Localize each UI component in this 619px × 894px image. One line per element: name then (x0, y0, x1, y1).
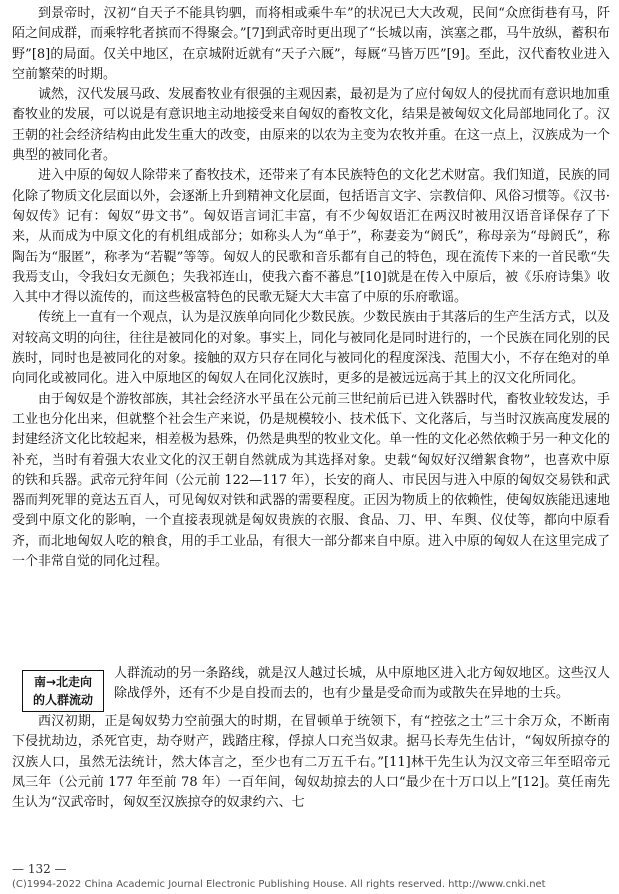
section-heading-line1: 南→北走向 (33, 675, 93, 689)
paragraph-early-western-han: 西汉初期，正是匈奴势力空前强大的时期，在冒顿单于统领下，有“控弦之士”三十余万众，不断南下侵扰劫边，杀死官吏，劫夺财产，践踏庄稼，俘掠人口充当奴隶。据马长寿先生估计，“匈奴所掠夺的汉族人口，虽然无法统计，然大体言之，至少也有二万五千右。”[11]林干先生认为汉文帝三年至昭帝元凤三年（公元前 177 年至前 78 年）一百年间，匈奴劫掠去的人口“最少在十万口以上”[12]。莫任南先生认为“汉武帝时，匈奴至汉族掠夺的奴隶约六、七 (12, 714, 610, 811)
paragraph-nomadic-economy: 由于匈奴是个游牧部族，其社会经济水平虽在公元前三世纪前后已进入铁器时代，畜牧业较发达，手工业也分化出来，但就整个社会生产来说，仍是规模较小、技术低下、文化落后，与当时汉族高度发展的封建经济文化比较起来，相差极为悬殊，仍然是典型的牧业文化。单一性的文化必然依赖于另一种文化的补充，当时有着强大农业文化的汉王朝自然就成为其选择对象。史载“匈奴好汉缯絮食物”，也喜欢中原的铁和兵器。武帝元狩年间（公元前 122—117 年），长安的商人、市民因与进入中原的匈奴交易铁和武器而判死罪的竟达五百人，可见匈奴对铁和武器的需要程度。正因为物质上的依赖性，使匈奴族能迅速地受到中原文化的影响，一个直接表现就是匈奴贵族的衣服、食品、刀、甲、车舆、仪仗等，都向中原看齐，而北地匈奴人吃的粮食，用的手工业品，有很大一部分都来自中原。进入中原的匈奴人在这里完成了一个非常自觉的同化过程。 (12, 391, 611, 570)
paragraph-han-migration: 人群流动的另一条路线，就是汉人越过长城，从中原地区进入北方匈奴地区。这些汉人除战俘外，还有不少是自投而去的，也有少量是受命而为或散失在异地的士兵。 (114, 666, 610, 702)
section-header-row (12, 664, 610, 712)
paragraph-assimilated-han: 诚然，汉代发展马政、发展畜牧业有很强的主观因素，最初是为了应付匈奴人的侵扰而有意识地加重畜牧业的发展，可以说是有意识地主动地接受来自匈奴的畜牧文化，结果是被匈奴文化局部地同化了。汉王朝的社会经济结构由此发生重大的改变，由原来的以农为主变为农牧并重。在这一点上，汉族成为一个典型的被同化者。 (12, 87, 611, 164)
section-intro (114, 664, 610, 705)
section-heading-line2: 的人群流动 (32, 693, 93, 707)
section-south-north (12, 664, 610, 813)
section-heading-box (22, 670, 104, 712)
copyright-notice: (C)1994-2022 China Academic Journal Electronic Publishing House. All rights reserved. http://www.cnki.net (12, 879, 546, 890)
page-number: — 132 — (12, 862, 67, 876)
paragraph-mutual-assimilation: 传统上一直有一个观点，认为是汉族单向同化少数民族。少数民族由于其落后的生产生活方式，以及对较高文明的向往，往往是被同化的对象。事实上，同化与被同化是同时进行的，一个民族在同化别的民族时，同时也是被同化的对象。接触的双方只存在同化与被同化的程度深浅、范围大小，不存在绝对的单向同化或被同化。进入中原地区的匈奴人在同化汉族时，更多的是被远远高于其上的汉文化所同化。 (12, 310, 611, 387)
page-footer (12, 862, 612, 892)
paragraph-xiongnu-culture: 进入中原的匈奴人除带来了畜牧技术，还带来了有本民族特色的文化艺术财富。我们知道，民族的同化除了物质文化层面以外，会逐渐上升到精神文化层面，包括语言文字、宗教信仰、风俗习惯等。《汉书·匈奴传》记有：匈奴“毋文书”。匈奴语言词汇丰富，有不少匈奴语汇在两汉时被用汉语音译保存了下来，从而成为中原文化的有机组成部分；如称头人为“单于”，称妻妾为“阏氏”，称母亲为“母阏氏”，称陶缶为“服匿”，称孝为“若鞮”等等。匈奴人的民歌和音乐都有自己的特色，现在流传下来的一首民歌“失我焉支山，令我妇女无颜色；失我祁连山，使我六畜不蕃息”[10]就是在传入中原后，被《乐府诗集》收入其中才得以流传的，而这些极富特色的民歌无疑大大丰富了中原的乐府歌谣。 (12, 168, 611, 306)
main-text (12, 4, 610, 572)
paragraph-horse-prosperity: 到景帝时，汉初“自天子不能具钧驷，而将相或乘牛车”的状况已大大改观，民间“众庶街巷有马，阡陌之间成群，而乘牸牝者摈而不得聚会。”[7]到武帝时更出现了“长城以南，滨塞之郡，马牛放纵，蓄积布野”[8]的局面。仅关中地区，在京城附近就有“天子六厩”，每厩“马皆万匹”[9]。至此，汉代畜牧业进入空前繁荣的时期。 (12, 6, 610, 82)
